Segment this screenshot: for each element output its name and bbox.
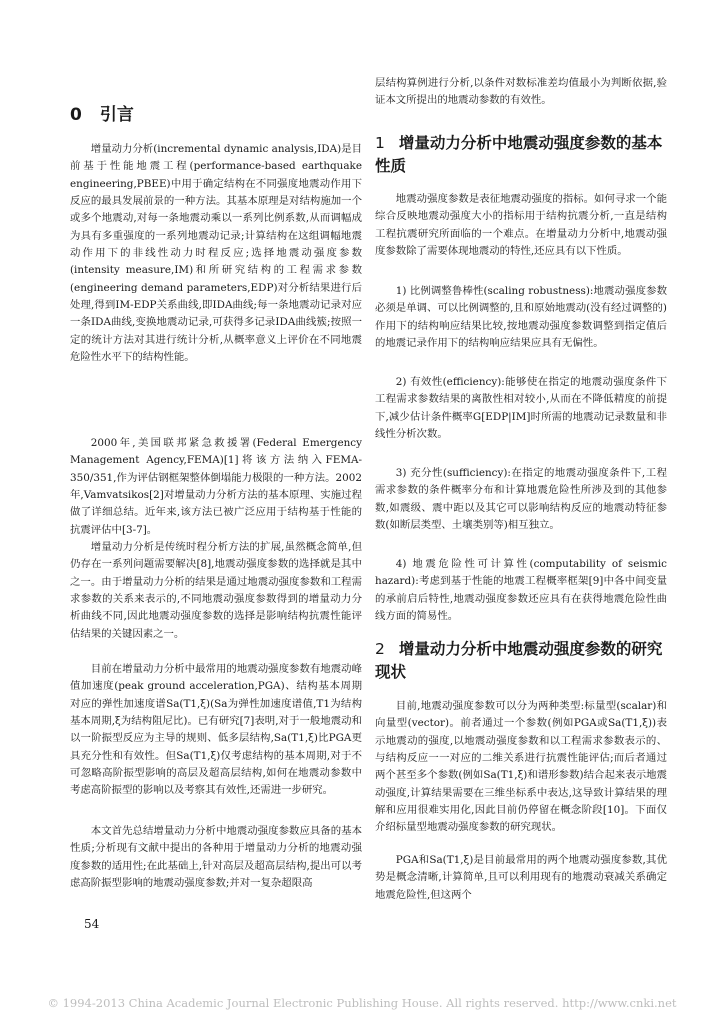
intro-paragraph-3: 增量动力分析是传统时程分析方法的扩展,虽然概念简单,但仍存在一系列问题需要解决[8],地震动强度参数的选择就是其中之一。由于增量动力分析的结果是通过地震动强度参数和工程需求参数的关系来表示的,不同地震动强度参数得到的增量动力分析曲线不同,因此地震动强度参数的选择是影响结构抗震性能评估结果的关键因素之一。 <box>70 541 362 640</box>
intro-heading-number: 0 <box>70 105 82 125</box>
intro-paragraph-5: 本文首先总结增量动力分析中地震动强度参数应具备的基本性质;分析现有文献中提出的各种用于增量动力分析的地震动强度参数的适用性;在此基础上,针对高层及超高层结构,提出可以考虑高阶振型影响的地震动强度参数;并对一复杂超限高 <box>70 825 362 890</box>
section-1-title: 增量动力分析中地震动强度参数的基本性质 <box>375 134 663 175</box>
intro-heading <box>70 100 134 125</box>
copyright-footer: © 1994-2013 China Academic Journal Electronic Publishing House. All rights reserved. http://www.cnki.net <box>47 996 677 1010</box>
section-2-number: 2 <box>375 640 385 658</box>
section-1-paragraph-1: 地震动强度参数是表征地震动强度的指标。如何寻求一个能综合反映地震动强度大小的指标用于结构抗震分析,一直是结构工程抗震研究所面临的一个难点。在增量动力分析中,地震动强度参数除了需要体现地震动的特性,还应具有以下性质。 <box>375 193 667 258</box>
section-1-paragraph-5: 4) 地震危险性可计算性(computability of seismic hazard):考虑到基于性能的地震工程概率框架[9]中各中间变量的承前启后特性,地震动强度参数还应具有在获得地震危险性曲线方面的简易性。 <box>375 558 667 623</box>
section-2-paragraph-2: PGA和Sa(T1,ξ)是目前最常用的两个地震动强度参数,其优势是概念清晰,计算简单,且可以利用现有的地震动衰减关系确定地震危险性,但这两个 <box>375 854 667 901</box>
intro-heading-title: 引言 <box>99 105 134 125</box>
section-1-paragraph-3: 2) 有效性(efficiency):能够使在指定的地震动强度条件下工程需求参数结果的离散性相对较小,从而在不降低精度的前提下,减少估计条件概率G[EDP|IM]时所需的地震动记录数量和非线性分析次数。 <box>375 376 667 441</box>
section-2-title: 增量动力分析中地震动强度参数的研究现状 <box>375 640 663 681</box>
section-2-heading <box>375 638 667 684</box>
section-2-paragraph-1: 目前,地震动强度参数可以分为两种类型:标量型(scalar)和向量型(vector)。前者通过一个参数(例如PGA或Sa(T1,ξ))表示地震动的强度,以地震动强度参数和以工程需求参数表示的、与结构反应一一对应的二维关系进行抗震性能评估;而后者通过两个甚至多个参数(例如Sa(T1,ξ)和谱形参数)结合起来表示地震动强度,计算结果需要在三维坐标系中表达,这导致计算结果的理解和应用很难实用化,因此目前仍停留在概念阶段[10]。下面仅介绍标量型地震动强度参数的研究现状。 <box>375 700 667 834</box>
page-number: 54 <box>84 917 100 931</box>
section-1-heading <box>375 132 667 178</box>
intro-paragraph-4: 目前在增量动力分析中最常用的地震动强度参数有地震动峰值加速度(peak ground acceleration,PGA)、结构基本周期对应的弹性加速度谱Sa(T1,ξ)(Sa为弹性加速度谱值,T1为结构基本周期,ξ为结构阻尼比)。已有研究[7]表明,对于一般地震动和以一阶振型反应为主导的规则、低多层结构,Sa(T1,ξ)比PGA更具充分性和有效性。但Sa(T1,ξ)仅考虑结构的基本周期,对于不可忽略高阶振型影响的高层及超高层结构,如何在地震动参数中考虑高阶振型的影响以及考察其有效性,还需进一步研究。 <box>70 663 362 797</box>
continued-paragraph: 层结构算例进行分析,以条件对数标准差均值最小为判断依据,验证本文所提出的地震动参数的有效性。 <box>375 77 667 107</box>
intro-paragraph-1: 增量动力分析(incremental dynamic analysis,IDA)是目前基于性能地震工程(performance-based earthquake engineering,PBEE)中用于确定结构在不同强度地震动作用下反应的最具发展前景的一种方法。其基本原理是对结构施加一个或多个地震动,对每一条地震动乘以一系列比例系数,从而调幅成为具有多重强度的一系列地震动记录;计算结构在这组调幅地震动作用下的非线性动力时程反应;选择地震动强度参数(intensity measure,IM)和所研究结构的工程需求参数(engineering demand parameters,EDP)对分析结果进行后处理,得到IM-EDP关系曲线,即IDA曲线;每一条地震动记录对应一条IDA曲线,变换地震动记录,可获得多记录IDA曲线簇;按照一定的统计方法对其进行统计分析,从概率意义上评价在不同地震危险性水平下的结构性能。 <box>70 143 362 364</box>
intro-paragraph-2: 2000年,美国联邦紧急救援署(Federal Emergency Management Agency,FEMA)[1]将该方法纳入FEMA-350/351,作为评估钢框架整体倒塌能力极限的一种方法。2002年,Vamvatsikos[2]对增量动力分析方法的基本原理、实施过程做了详细总结。近年来,该方法已被广泛应用于结构基于性能的抗震评估中[3-7]。 <box>70 437 362 536</box>
section-1-paragraph-2: 1) 比例调整鲁棒性(scaling robustness):地震动强度参数必须是单调、可以比例调整的,且和原始地震动(没有经过调整的)作用下的结构响应结果比较,按地震动强度参数调整到指定值后的地震记录作用下的结构响应结果应具有无偏性。 <box>375 285 667 350</box>
section-1-number: 1 <box>375 134 385 152</box>
section-1-paragraph-4: 3) 充分性(sufficiency):在指定的地震动强度条件下,工程需求参数的条件概率分布和计算地震危险性所涉及到的其他参数,如震级、震中距以及其它可以影响结构反应的地震动特征参数(如断层类型、土壤类别等)相互独立。 <box>375 467 667 532</box>
